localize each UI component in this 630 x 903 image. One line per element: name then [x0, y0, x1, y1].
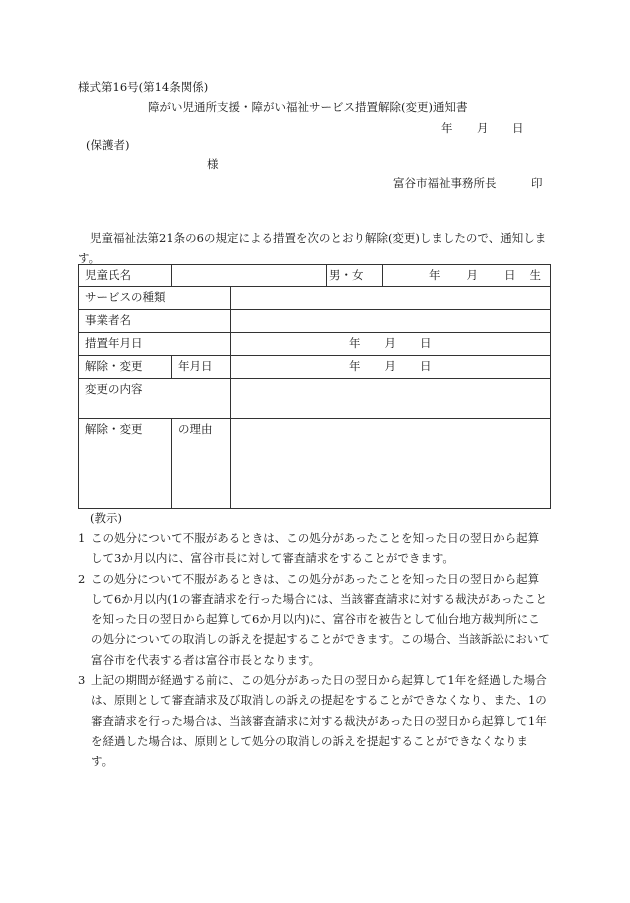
note-text: この処分について不服があるときは、この処分があったことを知った日の翌日から起算して6か月以内(1の審査請求を行った場合には、当該審査請求に対する裁決があったことを知った日の翌日から起算して6か月以内)に、富谷市を被告として仙台地方裁判所にこの処分についての取消しの訴えを提起することができます。この場合、当該訴訟において富谷市を代表する者は富谷市長となります。	[91, 571, 550, 667]
notes-heading: (教示)	[90, 511, 122, 525]
issue-date-month: 月	[477, 121, 489, 135]
form-number: 様式第16号(第14条関係)	[78, 80, 209, 94]
reason-label-part2: の理由	[172, 419, 231, 509]
recipient-honorific: 様	[207, 157, 219, 171]
reason-label-part1: 解除・変更	[79, 419, 172, 509]
service-type-value[interactable]	[231, 287, 551, 310]
issuer-name: 富谷市福祉事務所長	[393, 176, 497, 190]
measure-day-label: 日	[420, 336, 432, 350]
seal-mark: 印	[531, 176, 543, 190]
birth-suffix-label: 生	[529, 268, 541, 282]
provider-label: 事業者名	[79, 310, 231, 333]
note-item	[78, 569, 550, 670]
measure-date-value[interactable]	[231, 333, 551, 356]
note-item	[78, 670, 550, 771]
cancel-date-value[interactable]	[231, 356, 551, 379]
sex-select[interactable]: 男・女	[327, 265, 383, 287]
document-title: 障がい児通所支援・障がい福祉サービス措置解除(変更)通知書	[148, 100, 468, 114]
birth-year-label: 年	[429, 268, 441, 282]
issue-date-year: 年	[441, 121, 453, 135]
provider-value[interactable]	[231, 310, 551, 333]
note-text: 上記の期間が経過する前に、この処分があった日の翌日から起算して1年を経過した場合は、原則として審査請求及び取消しの訴えの提起をすることができなくなり、また、1の審査請求を行った場合は、当該審査請求に対する裁決があった日の翌日から起算して1年を経過した場合は、原則として処分の取消しの訴えを提起することができなくなります。	[91, 673, 547, 769]
instruction-notes	[78, 508, 550, 772]
measure-year-label: 年	[349, 336, 361, 350]
cancel-date-label: 年月日	[172, 356, 231, 379]
cancel-change-label: 解除・変更	[79, 356, 172, 379]
birth-month-label: 月	[466, 268, 478, 282]
note-text: この処分について不服があるときは、この処分があったことを知った日の翌日から起算して3か月以内に、富谷市長に対して審査請求をすることができます。	[91, 531, 540, 566]
birth-day-label: 日	[504, 268, 516, 282]
note-item	[78, 528, 550, 569]
change-content-label: 変更の内容	[79, 379, 231, 419]
table-row-reason	[79, 419, 551, 509]
birth-date-cell[interactable]	[383, 265, 551, 287]
note-number: 3	[78, 673, 86, 688]
notice-body-text: 児童福祉法第21条の6の規定による措置を次のとおり解除(変更)しましたので、通知します。	[78, 231, 547, 265]
reason-value[interactable]	[231, 419, 551, 509]
child-name-label: 児童氏名	[79, 265, 172, 287]
cancel-year-label: 年	[349, 359, 361, 373]
measure-date-label: 措置年月日	[79, 333, 231, 356]
child-name-value[interactable]	[172, 265, 327, 287]
table-row-service-type	[79, 287, 551, 310]
note-number: 1	[78, 531, 86, 545]
change-content-value[interactable]	[231, 379, 551, 419]
note-number: 2	[78, 571, 86, 586]
issue-date-day: 日	[512, 121, 524, 135]
table-row-change-content	[79, 379, 551, 419]
table-row-measure-date	[79, 333, 551, 356]
table-row-child-name	[79, 265, 551, 287]
measure-month-label: 月	[384, 336, 396, 350]
recipient-label: (保護者)	[86, 138, 130, 152]
cancel-month-label: 月	[384, 359, 396, 373]
cancel-day-label: 日	[420, 359, 432, 373]
measure-detail-table	[78, 264, 551, 509]
table-row-cancel-date	[79, 356, 551, 379]
service-type-label: サービスの種類	[79, 287, 231, 310]
table-row-provider	[79, 310, 551, 333]
